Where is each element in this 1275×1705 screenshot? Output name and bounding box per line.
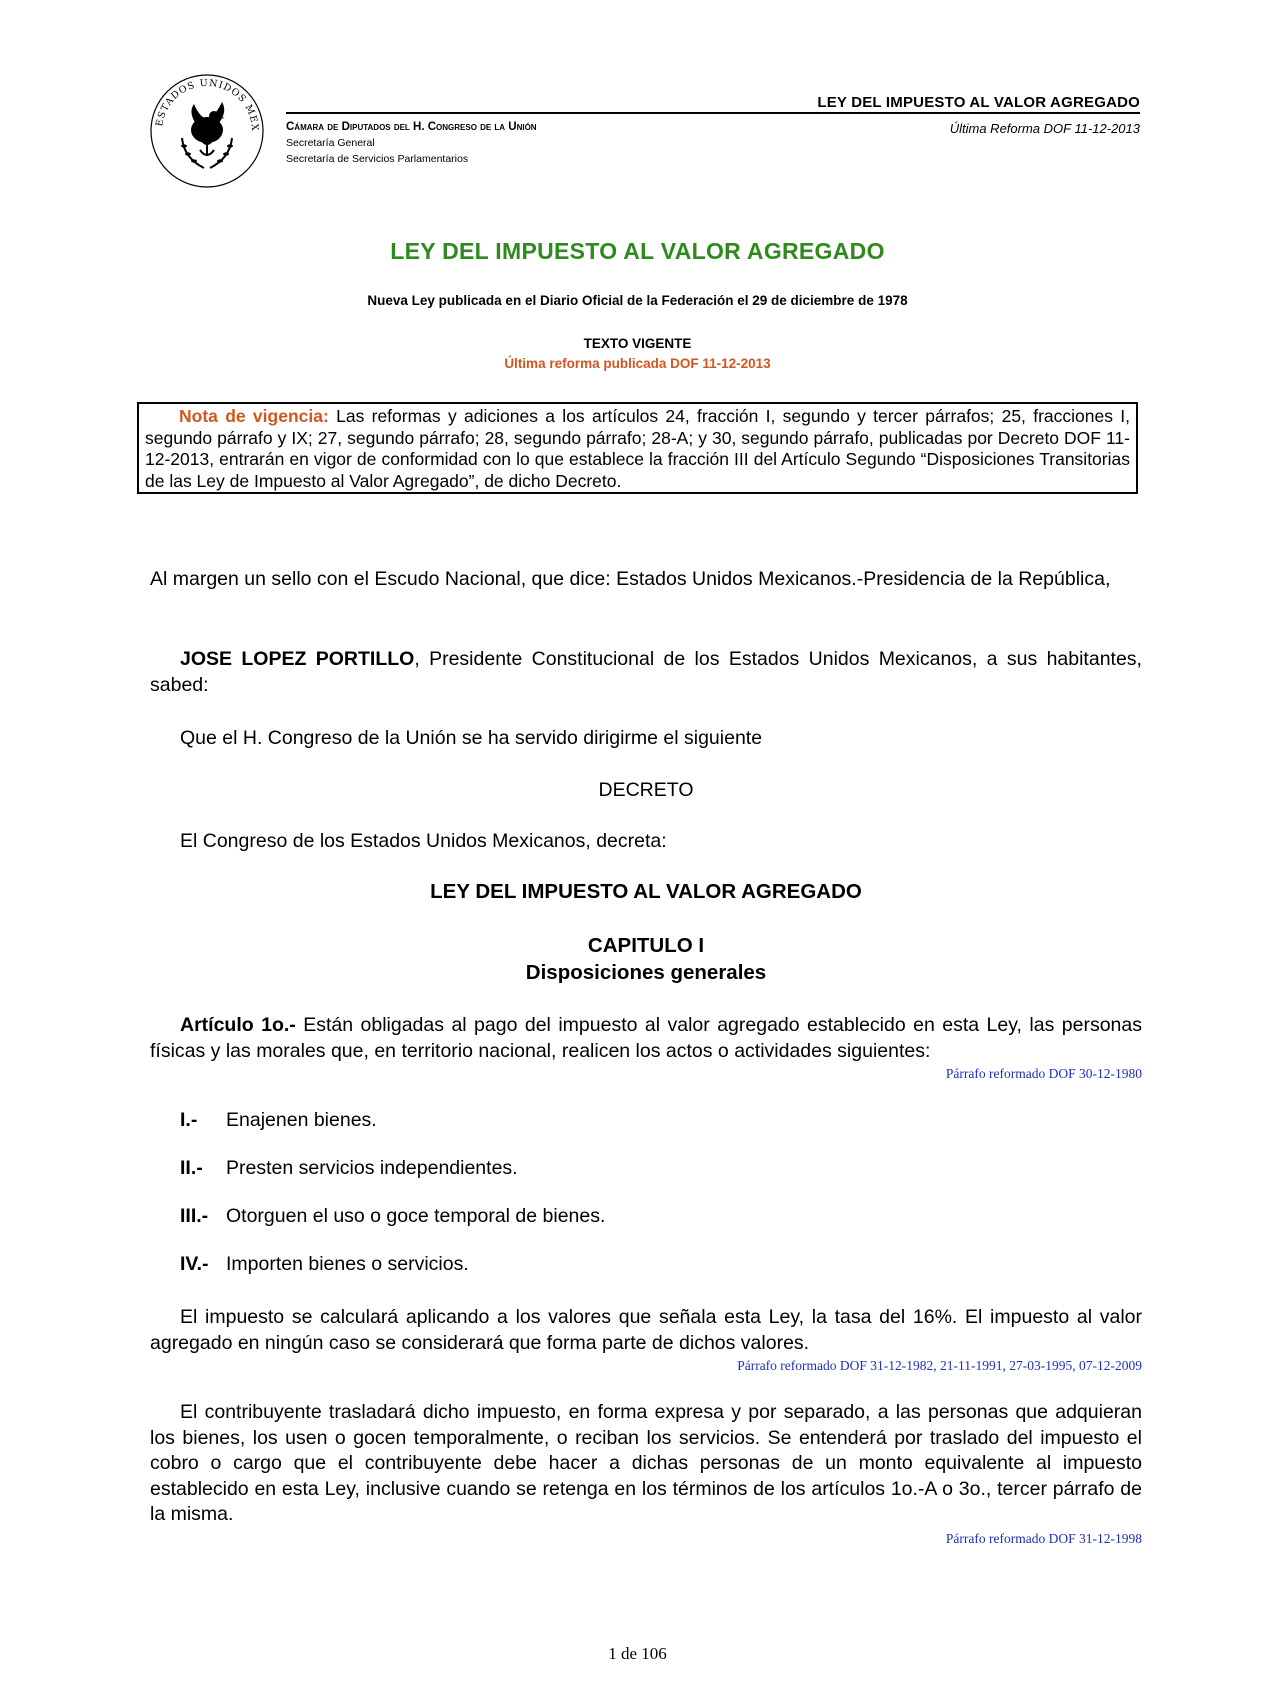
header-divider [286,112,1140,114]
fraction-item [180,1157,518,1180]
coat-of-arms-seal-icon [148,72,266,190]
article-1-text: Están obligadas al pago del impuesto al valor agregado establecido en esta Ley, las personas físicas y las morales que, en territorio nacional, realicen los actos o actividades siguientes: [150,1014,1142,1062]
nota-de-vigencia-label: Nota de vigencia: [179,406,329,426]
fraction-item [180,1109,377,1132]
reform-note: Párrafo reformado DOF 31-12-1982, 21-11-1991, 27-03-1995, 07-12-2009 [737,1358,1142,1373]
decreto-heading: DECRETO [598,779,694,801]
publication-line: Nueva Ley publicada en el Diario Oficial de la Federación el 29 de diciembre de 1978 [367,293,908,308]
nota-de-vigencia-box [137,402,1138,494]
seal-text: ESTADOS UNIDOS MEX [154,77,261,132]
nota-de-vigencia-text: Las reformas y adiciones a los artículos 24, fracción I, segundo y tercer párrafos; 25, fracciones I, segundo párrafo y IX; 27, segundo párrafo; 28, segundo párrafo; 28-A; y 30, segundo párrafo, publicadas por Decreto DOF 11-12-2013, entrarán en vigor de conformidad con lo que establece la fracción III del Artículo Segundo “Disposiciones Transitorias de las Ley de Impuesto al Valor Agregado”, de dicho Decreto. [145,406,1131,491]
header-secretariat-general: Secretaría General [286,137,375,149]
header-secretariat-services: Secretaría de Servicios Parlamentarios [286,153,469,165]
margin-seal-paragraph [150,567,1142,593]
fraction-item [180,1205,605,1228]
reform-note: Párrafo reformado DOF 30-12-1980 [945,1066,1142,1081]
president-paragraph [150,647,1142,698]
fraction-number: IV.- [180,1253,209,1275]
document-title: LEY DEL IMPUESTO AL VALOR AGREGADO [390,238,885,264]
fraction-number: I.- [180,1109,198,1131]
president-name: JOSE LOPEZ PORTILLO [180,648,415,670]
congress-paragraph [150,726,1142,752]
decreta-paragraph [150,829,1142,855]
president-text: , Presidente Constitucional de los Estados Unidos Mexicanos, a sus habitantes, sabed: [150,648,1142,696]
article-1-paragraph [150,1013,1142,1064]
ultima-reforma-label: Última reforma publicada DOF 11-12-2013 [504,356,771,371]
decreta-text: El Congreso de los Estados Unidos Mexicanos, decreta: [180,830,667,852]
reform-note: Párrafo reformado DOF 31-12-1998 [945,1531,1142,1546]
congress-text: Que el H. Congreso de la Unión se ha servido dirigirme el siguiente [180,727,763,749]
fraction-text: Otorguen el uso o goce temporal de bienes. [226,1205,606,1227]
transfer-text: El contribuyente trasladará dicho impuesto, en forma expresa y por separado, a las personas que adquieran los bienes, los usen o gocen temporalmente, o reciban los servicios. Se entenderá por traslado del impuesto el cobro o cargo que el contribuyente debe hacer a dichas personas de un monto equivalente al impuesto establecido en esta Ley, inclusive cuando se retenga en los términos de los artículos 1o.-A o 3o., tercer párrafo de la misma. [150,1401,1142,1525]
chapter-name: Disposiciones generales [525,961,767,984]
header-last-reform: Última Reforma DOF 11-12-2013 [949,121,1140,136]
fraction-number: II.- [180,1157,203,1179]
law-heading: LEY DEL IMPUESTO AL VALOR AGREGADO [430,880,862,903]
fraction-text: Enajenen bienes. [226,1109,377,1131]
fraction-text: Importen bienes o servicios. [226,1253,469,1275]
page-number: 1 de 106 [608,1644,667,1663]
fraction-item [180,1253,469,1276]
chapter-number: CAPITULO I [587,934,705,957]
transfer-paragraph [150,1400,1142,1528]
texto-vigente-label: TEXTO VIGENTE [583,336,692,351]
rate-paragraph [150,1305,1142,1356]
header-chamber: Cámara de Diputados del H. Congreso de la Unión [286,121,537,133]
rate-text: El impuesto se calculará aplicando a los valores que señala esta Ley, la tasa del 16%. El impuesto al valor agregado en ningún caso se considerará que forma parte de dichos valores. [150,1306,1142,1354]
header-law-title: LEY DEL IMPUESTO AL VALOR AGREGADO [817,94,1140,111]
fraction-number: III.- [180,1205,209,1227]
article-1-label: Artículo 1o.- [180,1014,296,1036]
margin-seal-text: Al margen un sello con el Escudo Nacional, que dice: Estados Unidos Mexicanos.-Presidencia de la República, [150,568,1111,590]
fraction-text: Presten servicios independientes. [226,1157,518,1179]
